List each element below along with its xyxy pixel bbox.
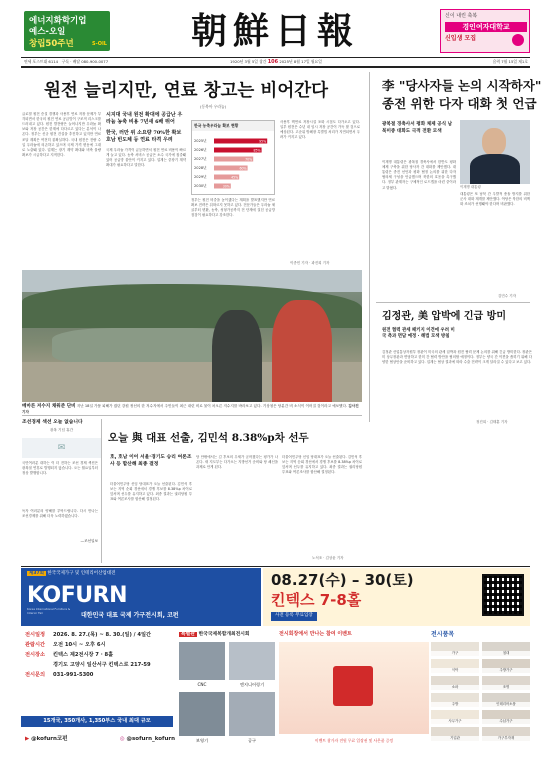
kofurn-event[interactable] <box>279 630 429 752</box>
uranium-chart <box>191 120 275 195</box>
masthead-info-left <box>24 59 108 65</box>
cat-item-label: 조명 <box>482 685 530 690</box>
kofurn-info-val: 031-991-5300 <box>53 672 94 678</box>
election-body-2: 당 안팎에서는 김 후보의 우세가 굳어졌다는 평가가 나온다. 새 지도부는 다가오는 지방선거 준비와 당 쇄신을 과제로 안게 된다. <box>196 455 278 470</box>
founding-date: 1920년 3월 5일 창간 <box>230 59 267 64</box>
info-left-2: 구독 · 배달 080-900-0077 <box>61 59 109 64</box>
event-title: 전시회장에서 만나는 참여 이벤트 <box>279 631 352 637</box>
chart-category-label: 2030년 <box>194 183 207 188</box>
event-gift-icon <box>333 666 373 706</box>
cat-item-label: 침대 <box>482 651 530 656</box>
lead-col4: 사용후 핵연료 저장시설 포화 시점도 다가오고 있다. 일부 원전은 수년 내 임시 저장 공간이 가득 찰 것으로 예상된다. 고준위 방폐장 특별법 처리가 지연되면서 우려가 커지고 있다. <box>280 120 360 140</box>
cat-item-label: 기업관 <box>431 736 479 741</box>
masthead-info-right: 음력 7월 15일 제1호 <box>492 59 528 64</box>
notice-box <box>22 419 102 563</box>
drought-photo[interactable] <box>22 270 362 402</box>
election-body-3: 더불어민주당 신임 당대표가 오늘 선출된다. 김민석 후보는 지역 순회 경선에서 경쟁 후보를 8.38%p 차이로 앞서며 선두를 유지하고 있다. 최종 결과는 권리당원 투표와 여론조사를 합산해 결정된다. <box>282 455 362 475</box>
kofurn-social <box>25 732 175 746</box>
event-bottom-note: 이벤트 참가자 전원 무료 입장권 및 사은품 증정 <box>314 738 394 743</box>
lead-subtitle: (동북아 우라늄) <box>200 104 227 109</box>
special-item-2: 엔지니어링기 <box>239 682 265 687</box>
kofurn-logo-sub: Korea International Furniture & Interior Fair <box>27 607 71 615</box>
president-head <box>482 128 506 156</box>
right-mid-rule <box>376 302 530 303</box>
kofurn-venue: 킨텍스 7-8홀 <box>271 591 362 609</box>
notice-body-2: 독자 여러분의 양해를 부탁드립니다. 다시 만나는 조선경제를 위해 더욱 노력하겠습니다. <box>22 509 98 519</box>
kofurn-info-row <box>25 670 175 680</box>
lead-body-col1: 글로벌 원전 증설 경쟁과 사용후 연료 저장 문제가 부각되면서 한국의 원전 연료 공급망이 구조적 리스크를 드러내고 있다. 원전 발전량은 늘어나지만 우라늄 확보와 저장 공간은 한계에 다다르고 있다는 분석이 나온다. 정부는 신규 원전 건설을 추진하고 있지만 연료 조달 계획은 여전히 불확실하다. 국내 원전은 전량 수입 우라늄에 의존하고 있으며 국제 가격 변동에 그대로 노출돼 있다. 업계는 장기 계약 확대와 비축 물량 확보가 시급하다고 지적한다. <box>22 112 101 157</box>
cat-item-label: 소파 <box>431 685 479 690</box>
cat-item <box>431 727 479 741</box>
kofurn-info-key: 전시문의 <box>25 672 46 678</box>
cat-item-label: 인테리어소품 <box>482 702 530 707</box>
machine-photo-2 <box>229 642 275 680</box>
cat-item-label: 주방 <box>431 702 479 707</box>
lead-headline[interactable]: 원전 늘리지만, 연료 창고는 비어간다 <box>44 81 329 101</box>
right-mid-body: 김정관 산업통상자원부 장관이 미국의 관세 압박과 원전 협력 문제 논의를 위해 긴급 방미한다. 장관은 미 상무장관과 면담하고 한미 간 협력 방안을 협의할 예정이다. 정부는 양국 간 이견을 좁히기 위해 다양한 협상안을 준비하고 있다. 업계는 협상 결과에 따라 수출 전략이 크게 달라질 수 있다고 보고 있다. <box>382 350 532 365</box>
chart-category-label: 2029년 <box>194 174 207 179</box>
kofurn-register[interactable]: 사전 등록 무료입장 <box>271 612 317 621</box>
right-top-byline: 김민수 기자 <box>498 294 517 298</box>
right-masthead-ad[interactable] <box>440 9 530 53</box>
cat-item <box>482 710 530 724</box>
youtube-icon: ▶ <box>25 736 32 742</box>
kofurn-info-row <box>25 640 175 650</box>
election-kicker: 호, 호남 이어 서울·경기도 승리 여론조사 등 합산해 최종 결정 <box>110 455 192 467</box>
kofurn-info-val: 2026. 8. 27.(목) ~ 8. 30.(일) / 4일간 <box>53 632 151 638</box>
kofurn-ad[interactable] <box>21 568 530 752</box>
kofurn-info-row <box>25 660 175 670</box>
machine-photo-1 <box>179 642 225 680</box>
president-photo[interactable] <box>460 120 530 184</box>
chart-title: 한국 농축우라늄 확보 현황 <box>192 121 274 131</box>
right-headline-2[interactable]: 종전 위한 다자 대화 첫 언급 <box>382 96 537 111</box>
cat-item <box>482 642 530 656</box>
left-ad-line2: 예스-오일 <box>29 27 66 37</box>
s-oil-logo: S-OIL <box>92 40 107 47</box>
cat-item <box>431 693 479 707</box>
chart-category-label: 2028년 <box>194 165 207 170</box>
notice-title: 조선경제 섹션 오늘 없습니다 <box>22 419 83 425</box>
special-header <box>179 630 275 639</box>
notice-sign: —조선일보 <box>80 539 98 544</box>
right-mid-kicker: 원전 협력 관세 패키지 이견에 우려 미국 측과 면담 예정 · 해법 모색 방침 <box>382 328 455 340</box>
machine-photo-3 <box>179 692 225 736</box>
special-title: 한국국제복합개최전시회 <box>198 632 250 637</box>
machine-photo-4 <box>229 692 275 736</box>
kofurn-edition-tag: 제37회 <box>29 571 44 576</box>
chart-value-label: 70% <box>245 156 253 161</box>
lead-col2-body: 국제 우라늄 가격이 급등하면서 원전 연료 비용이 빠르게 늘고 있다. 농축 서비스 공급은 소수 국가에 집중돼 있어 공급망 불안이 커지고 있다. 업계는 중장기 계약 확대가 필요하다고 말한다. <box>106 148 186 168</box>
university-emblem-icon <box>512 34 524 46</box>
kofurn-special[interactable] <box>179 630 275 752</box>
kofurn-info-key: 전시일정 <box>25 632 46 638</box>
cat-item <box>482 659 530 673</box>
event-visual <box>279 642 429 734</box>
chart-value-label: 45% <box>231 174 239 179</box>
photo-credit: 김사진 기자 <box>22 404 359 415</box>
cat-item-label: 수납가구 <box>482 719 530 724</box>
cat-item <box>482 676 530 690</box>
cat-title: 전시품목 <box>431 631 455 638</box>
chart-category-label: 2026년 <box>194 147 207 152</box>
photo-label-2: 공구 <box>247 738 257 743</box>
masthead-title: 朝鮮日報 <box>190 10 359 52</box>
kofurn-social-2[interactable] <box>120 732 175 746</box>
kofurn-categories <box>431 630 530 752</box>
special-tag: 특별관 <box>181 632 195 637</box>
masthead-rule-top <box>21 57 530 58</box>
photo-label-1: 보영기 <box>195 738 209 743</box>
notice-body: 국민여러분 대하는 이 더 전하는 조선 경제 섹션은 광복절 연휴로 발행되지 않습니다. 오는 월요일부터 정상 발행합니다. <box>22 461 98 476</box>
photo-caption-bold: 메마른 저수지 채워준 단비 <box>22 404 76 409</box>
kofurn-dates-block[interactable] <box>263 568 530 626</box>
notice-illustration: ✉ <box>22 438 101 458</box>
president-photo-caption: 이재명 대통령 <box>460 185 481 189</box>
right-mid-byline: 정진희 · 김태훈 기자 <box>476 420 508 424</box>
publish-date: 2025년 8월 17일 월요일 <box>279 59 322 64</box>
kofurn-info-key <box>25 660 53 670</box>
president-suit <box>470 154 520 184</box>
right-ad-line3: 신입생 모집 <box>445 35 477 42</box>
lead-byline: 이종민 기자 · 곽진희 기자 <box>290 261 330 265</box>
kofurn-social-2-label: @sofurn_kofurn <box>126 736 175 742</box>
kofurn-top-bar <box>27 571 115 578</box>
kofurn-stats: 15개국, 350개사, 1,350부스 국내 최대 규모 <box>21 716 173 727</box>
chart-value-label: 85% <box>253 147 261 152</box>
chart-value-label: 60% <box>239 165 247 170</box>
right-column-divider <box>369 72 370 422</box>
photo-person-left <box>212 310 262 402</box>
lead-col2 <box>106 112 186 265</box>
right-ad-line2: 경인여자대학교 <box>445 22 527 32</box>
election-body-1: 더불어민주당 신임 당대표가 오늘 선출된다. 김민석 후보는 지역 순회 경선에서 경쟁 후보를 8.38%p 차이로 앞서며 선두를 유지하고 있다. 최종 결과는 권리당원 투표와 여론조사를 합산해 결정된다. <box>110 482 192 502</box>
ad-top-rule <box>21 566 530 567</box>
kofurn-info-key: 전시장소 <box>25 652 46 658</box>
issue-number: 106 <box>267 59 279 65</box>
photo-caption-text: 지난 18일 가뭄 피해가 컸던 강원 정선의 한 저수지에서 주민들이 최근 내린 비로 물이 차오른 저수지를 바라보고 있다. 기상청은 당분간 비 소식이 이어질 것이라고 예보했다. <box>76 404 348 408</box>
right-headline-1[interactable]: 李 "당사자들 논의 시작하자" <box>382 78 542 93</box>
election-headline[interactable]: 오늘 與 대표 선출, 김민석 8.38%p차 선두 <box>108 432 309 444</box>
cat-item <box>431 710 479 724</box>
right-top-body-2: 대통령은 또 남북 간 우발적 충돌 방지를 위한 군사 대화 재개를 제안했다. 야당은 북한의 비핵화 조치가 선행돼야 한다며 비판했다. <box>460 192 530 207</box>
lead-col2-head: 시지대 국내 원전 확대에 공급난 우라늄 농축 비용 7년새 6배 뛰어 <box>106 112 183 125</box>
kofurn-info-row <box>25 630 175 640</box>
kofurn-logo: KOFURN <box>27 583 128 608</box>
kofurn-info-row <box>25 650 175 660</box>
kofurn-info-val: 경기도 고양시 일산서구 킨텍스로 217-59 <box>53 662 151 668</box>
right-ad-line1: 신이 내린 축복 <box>445 13 478 19</box>
masthead-rule-bottom <box>21 66 530 68</box>
qr-code-icon[interactable] <box>482 574 524 616</box>
kofurn-social-1-label: @kofurn코펀 <box>31 736 68 742</box>
cat-item <box>482 693 530 707</box>
chart-svg <box>192 131 276 197</box>
kofurn-info-key: 관람시간 <box>25 642 46 648</box>
cat-item-label: 식탁 <box>431 668 479 673</box>
right-mid-headline[interactable]: 김정관, 美 압박에 긴급 방미 <box>382 311 507 322</box>
kofurn-dates: 08.27(수) – 30(토) <box>271 571 414 589</box>
kofurn-banner[interactable] <box>21 568 261 626</box>
notice-sub: 광복 기념 휴간 <box>49 427 74 432</box>
cat-item-label: 가구 <box>431 651 479 656</box>
lead-col2-sub: 한국, 러만 위 소요량 70%한 확보 호남 빈도체 등 연료 타격 우려 <box>106 130 182 143</box>
right-top-body: 이재명 대통령은 광복절 경축사에서 한반도 평화 체제 구축을 위한 당사자 간 대화를 제안했다. 대통령은 종전 선언과 평화 협정 논의를 위한 다자 협의체 구성을 언급했으며 북한의 호응을 촉구했다. 정부 관계자는 구체적인 로드맵을 마련 중이라고 밝혔다. <box>382 160 456 190</box>
left-ad-line1: 에너지화학기업 <box>29 16 87 26</box>
instagram-icon: ◎ <box>119 736 127 742</box>
kofurn-info-list <box>25 630 175 680</box>
cat-item <box>431 642 479 656</box>
cat-item-label: 사무가구 <box>431 719 479 724</box>
kofurn-social-1[interactable] <box>25 732 68 746</box>
chart-value-label: 95% <box>259 138 267 143</box>
info-left-1: 연세 포스트대 6114 <box>24 59 59 64</box>
kofurn-top-text: 한국국제가구 및 인테리어산업대전 <box>47 571 116 576</box>
kofurn-info-val: 킨텍스 제2전시장 7 · 8홀 <box>53 652 114 658</box>
photo-caption <box>22 404 362 415</box>
special-item-1: CNC <box>197 682 207 687</box>
chart-value-label: 30% <box>222 183 230 188</box>
cat-item-label: 가구부자재 <box>482 736 530 741</box>
left-ad-line3: 창립50주년 <box>29 39 74 49</box>
right-top-kicker: 광복절 경축사서 평화 체제 공식 남북미중 대화도 극적 전환 모색 <box>382 122 453 134</box>
cat-grid <box>431 642 530 741</box>
mid-rule <box>22 415 362 416</box>
cat-item <box>431 676 479 690</box>
lead-col3: 정부는 원전 비중을 높이겠다는 계획을 발표했지만 연료 확보 전략은 뒤따르지 못하고 있다. 전문가들은 우라늄 채굴부터 변환, 농축, 성형가공까지 전 단계에 걸친 공급망 점검이 필요하다고 강조한다. <box>191 198 275 218</box>
left-masthead-ad[interactable] <box>24 11 110 51</box>
photo-person-right <box>272 300 332 402</box>
election-byline: 노석조 · 김상윤 기자 <box>312 556 344 560</box>
kofurn-desc: 대한민국 대표 국제 가구전시회, 코펀 <box>81 612 179 619</box>
cat-item <box>482 727 530 741</box>
chart-category-label: 2025년 <box>194 138 207 143</box>
chart-category-label: 2027년 <box>194 156 207 161</box>
cat-item-label: 주방가구 <box>482 668 530 673</box>
kofurn-info-val: 오전 10시 ~ 오후 6시 <box>53 642 106 648</box>
cat-item <box>431 659 479 673</box>
